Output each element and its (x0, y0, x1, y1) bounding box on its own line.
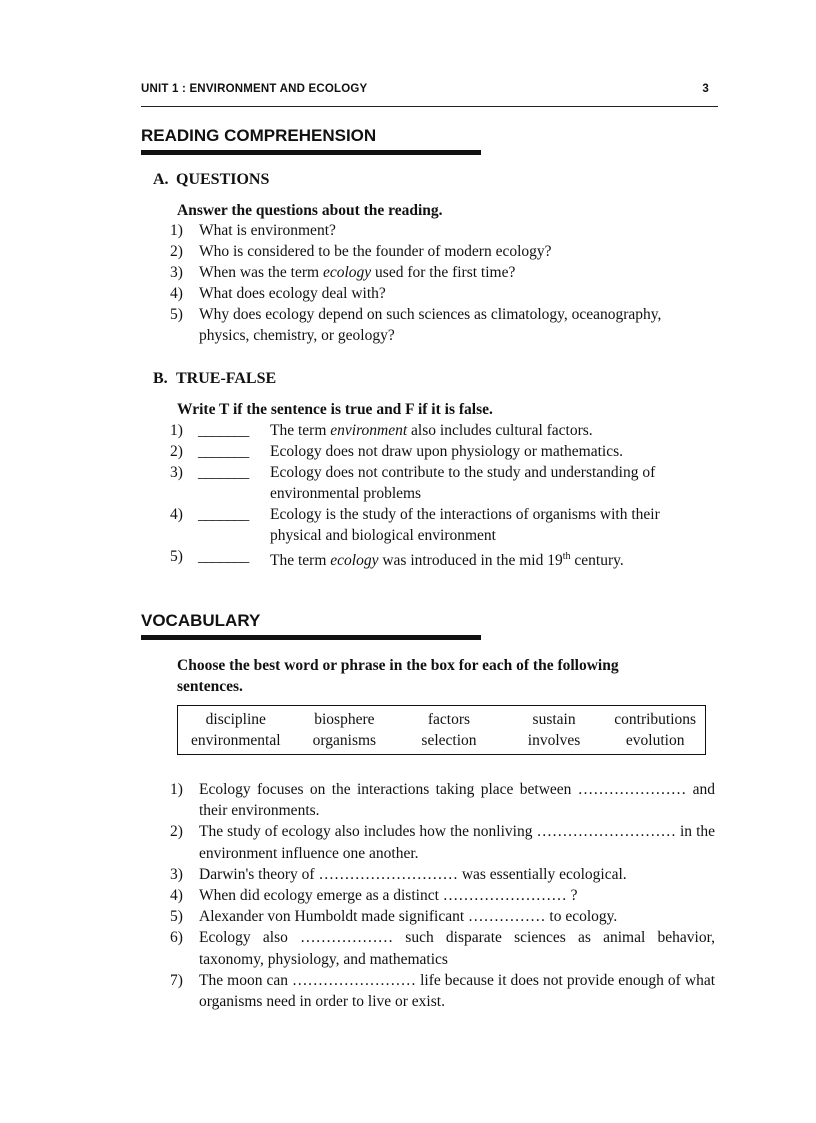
vocabulary-section-title: VOCABULARY (141, 611, 261, 630)
true-false-item (170, 441, 715, 462)
page-number: 3 (702, 83, 709, 95)
item-text: Ecology is the study of the interactions of organisms with their physical and biological environment (270, 506, 660, 544)
word-option: organisms (312, 732, 377, 749)
questions-heading-text: QUESTIONS (176, 171, 270, 188)
item-text: Ecology does not contribute to the study and understanding of environmental problems (270, 464, 656, 502)
item-text: When was the term (199, 264, 323, 281)
item-text: The study of ecology also includes how the nonliving ……………………… in the environment influence one another. (199, 823, 715, 862)
item-number: 3) (170, 865, 183, 883)
item-number: 3) (170, 264, 183, 281)
true-false-heading-text: TRUE-FALSE (176, 370, 277, 387)
item-text: Darwin's theory of ……………………… was essentially ecological. (199, 865, 627, 883)
question-item (170, 241, 715, 262)
answer-blank[interactable]: _______ (198, 422, 249, 439)
question-item (170, 220, 715, 241)
item-text: What is environment? (199, 222, 336, 239)
word-box-row (178, 706, 705, 730)
word-option: contributions (614, 711, 697, 728)
vocabulary-title-bar (141, 635, 481, 640)
item-number: 4) (170, 285, 183, 302)
running-header (141, 83, 709, 95)
question-item (170, 283, 715, 304)
item-text: was introduced in the mid 19 (378, 552, 563, 570)
word-box-row (178, 730, 705, 751)
item-number: 2) (170, 823, 183, 841)
word-option: selection (421, 732, 477, 749)
word-option: evolution (625, 732, 685, 749)
item-number: 2) (170, 243, 183, 260)
reading-title-bar (141, 150, 481, 155)
true-false-item (170, 504, 715, 546)
item-text: The moon can …………………… life because it does not provide enough of what organisms need in order to live or exist. (199, 971, 715, 1011)
item-text: Ecology does not draw upon physiology or mathematics. (270, 443, 623, 460)
item-text: When did ecology emerge as a distinct …………………… ? (199, 887, 578, 905)
item-text: also includes cultural factors. (407, 422, 593, 439)
true-false-letter: B. (153, 370, 168, 387)
item-number: 6) (170, 929, 183, 947)
item-text: Ecology also ……………… such disparate sciences as animal behavior, taxonomy, physiology, and mathematics (199, 929, 715, 968)
item-number: 5) (170, 306, 183, 323)
item-text: The term (270, 422, 331, 439)
item-number: 1) (170, 422, 183, 439)
vocabulary-list (170, 779, 715, 1012)
item-text: century. (570, 552, 624, 570)
vocabulary-item (170, 906, 715, 927)
questions-list (170, 220, 715, 346)
item-term: ecology (322, 264, 372, 281)
true-false-list (170, 420, 715, 571)
item-text: Who is considered to be the founder of modern ecology? (199, 243, 552, 260)
true-false-item (170, 462, 715, 504)
vocabulary-item (170, 821, 715, 863)
item-number: 1) (170, 222, 183, 239)
vocabulary-item (170, 927, 715, 969)
item-number: 4) (170, 506, 183, 523)
vocabulary-instruction: Choose the best word or phrase in the box for each of the following sentences. (177, 657, 619, 695)
item-number: 5) (170, 908, 183, 926)
unit-title: UNIT 1 : ENVIRONMENT AND ECOLOGY (141, 83, 368, 95)
questions-letter: A. (153, 171, 169, 188)
question-item (170, 262, 715, 283)
item-text: Ecology focuses on the interactions taking place between ………………… and their environments. (199, 781, 715, 820)
header-rule (141, 106, 718, 107)
item-number: 4) (170, 887, 183, 905)
questions-instruction: Answer the questions about the reading. (177, 202, 443, 219)
item-text: Why does ecology depend on such sciences as climatology, oceanography, physics, chemistry, or geology? (199, 306, 662, 344)
question-item (170, 304, 715, 346)
true-false-heading (153, 370, 276, 388)
vocabulary-item (170, 864, 715, 885)
word-option: biosphere (314, 711, 375, 728)
vocabulary-item (170, 885, 715, 906)
item-number: 3) (170, 464, 183, 481)
item-term: environment (330, 422, 408, 439)
word-box (177, 705, 706, 755)
item-text: The term (270, 552, 331, 570)
item-text: Alexander von Humboldt made significant …………… to ecology. (199, 908, 618, 926)
word-option: involves (527, 732, 581, 749)
questions-heading (153, 171, 269, 189)
answer-blank[interactable]: _______ (198, 548, 249, 565)
item-number: 1) (170, 781, 183, 798)
word-option: discipline (205, 711, 266, 728)
word-option: sustain (532, 711, 576, 728)
vocabulary-item (170, 970, 715, 1012)
answer-blank[interactable]: _______ (198, 464, 249, 481)
true-false-item (170, 546, 715, 571)
true-false-instruction: Write T if the sentence is true and F if it is false. (177, 401, 493, 418)
word-option: environmental (191, 732, 281, 749)
true-false-item (170, 420, 715, 441)
reading-section-title: READING COMPREHENSION (141, 126, 377, 145)
word-option: factors (427, 711, 471, 728)
answer-blank[interactable]: _______ (198, 443, 249, 460)
item-text: What does ecology deal with? (199, 285, 386, 302)
item-text: used for the first time? (371, 264, 516, 281)
vocabulary-item (170, 779, 715, 821)
ordinal-superscript: th (562, 551, 571, 562)
item-number: 7) (170, 971, 183, 989)
item-number: 2) (170, 443, 183, 460)
answer-blank[interactable]: _______ (198, 506, 249, 523)
item-number: 5) (170, 548, 183, 565)
item-term: ecology (330, 552, 379, 570)
